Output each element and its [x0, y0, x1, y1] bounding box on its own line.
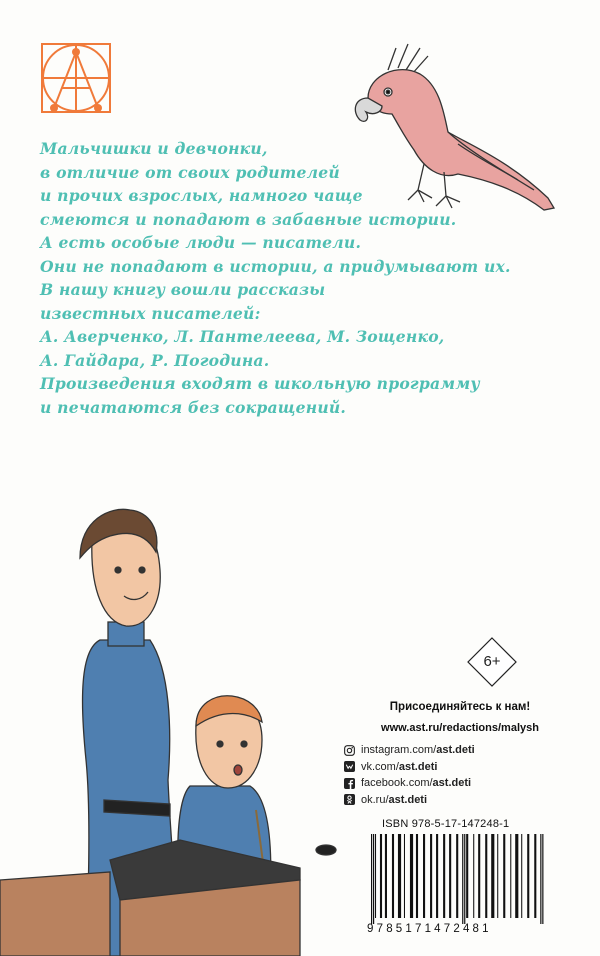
social-links — [344, 742, 584, 808]
social-prefix: facebook.com/ — [361, 777, 433, 790]
blurb-line: А. Гайдара, Р. Погодина. — [40, 350, 270, 370]
social-link-facebook[interactable] — [344, 775, 584, 792]
barcode-bar — [491, 834, 494, 918]
barcode-bar — [449, 834, 451, 918]
odnoklassniki-icon — [344, 794, 355, 805]
barcode-bar — [466, 834, 468, 918]
barcode-bar — [527, 834, 529, 918]
barcode-guard-bar — [540, 834, 541, 924]
join-us-heading: Присоединяйтесь к нам! — [389, 701, 531, 713]
facebook-icon — [344, 778, 355, 789]
barcode-bar — [485, 834, 487, 918]
barcode-guard-bar — [464, 834, 465, 924]
book-blurb — [40, 137, 580, 419]
barcode-bar — [416, 834, 418, 918]
barcode-bar — [423, 834, 425, 918]
social-link-odnoklassniki[interactable] — [344, 792, 584, 809]
barcode-guard-bar — [462, 834, 463, 924]
blurb-line: Произведения входят в школьную программу — [40, 374, 480, 393]
social-handle: ast.deti — [388, 793, 428, 806]
vk-icon — [344, 761, 355, 772]
barcode-bar — [385, 834, 387, 918]
blurb-line: смеются и попадают в забавные истории. — [40, 209, 457, 229]
barcode-bar — [375, 834, 376, 918]
barcode-bar — [515, 834, 518, 918]
social-handle: ast.deti — [398, 760, 438, 773]
barcode-bar — [503, 834, 505, 918]
social-link-instagram[interactable] — [344, 742, 584, 759]
blurb-line: А. Аверченко, Л. Пантелеева, М. Зощенко, — [40, 327, 445, 346]
barcode-bar — [398, 834, 401, 918]
barcode-bar — [478, 834, 480, 918]
blurb-line: В нашу книгу вошли рассказы — [40, 280, 326, 299]
barcode-bar — [473, 834, 474, 918]
barcode-bar — [510, 834, 511, 918]
instagram-icon — [344, 745, 355, 756]
social-handle: ast.deti — [432, 777, 472, 790]
isbn-barcode — [367, 834, 563, 928]
social-prefix: vk.com/ — [361, 760, 399, 773]
barcode-bar — [380, 834, 382, 918]
isbn-label: ISBN 978-5-17-147248-1 — [382, 818, 510, 830]
publisher-url[interactable]: www.ast.ru/redactions/malysh — [381, 722, 539, 734]
blurb-line: известных писателей: — [40, 303, 261, 323]
barcode-guard-bar — [373, 834, 374, 924]
social-prefix: instagram.com/ — [361, 744, 437, 757]
barcode-guard-bar — [542, 834, 543, 924]
barcode-bar — [521, 834, 522, 918]
blurb-line: Они не попадают в истории, а придумывают их. — [40, 256, 511, 276]
barcode-bar — [404, 834, 405, 918]
barcode-bar — [430, 834, 432, 918]
social-prefix: ok.ru/ — [361, 793, 389, 806]
age-rating-label: 6+ — [483, 653, 501, 670]
schoolboys-illustration — [0, 500, 360, 956]
blurb-line: А есть особые люди — писатели. — [40, 233, 362, 252]
blurb-line: и печатаются без сокращений. — [40, 397, 347, 417]
blurb-line: Мальчишки и девчонки, — [40, 139, 268, 158]
barcode-bar — [534, 834, 536, 918]
barcode-digits: 9785171472481 — [367, 923, 492, 935]
blurb-line: и прочих взрослых, намного чаще — [40, 186, 363, 205]
barcode-bar — [497, 834, 498, 918]
blurb-line: в отличие от своих родителей — [40, 162, 340, 182]
barcode-bar — [456, 834, 458, 918]
publisher-logo — [40, 42, 112, 114]
barcode-bar — [443, 834, 445, 918]
barcode-bar — [392, 834, 394, 918]
barcode-bar — [410, 834, 413, 918]
barcode-bar — [436, 834, 438, 918]
barcode-guard-bar — [371, 834, 372, 924]
social-link-vk[interactable] — [344, 759, 584, 776]
social-handle: ast.deti — [436, 744, 475, 757]
